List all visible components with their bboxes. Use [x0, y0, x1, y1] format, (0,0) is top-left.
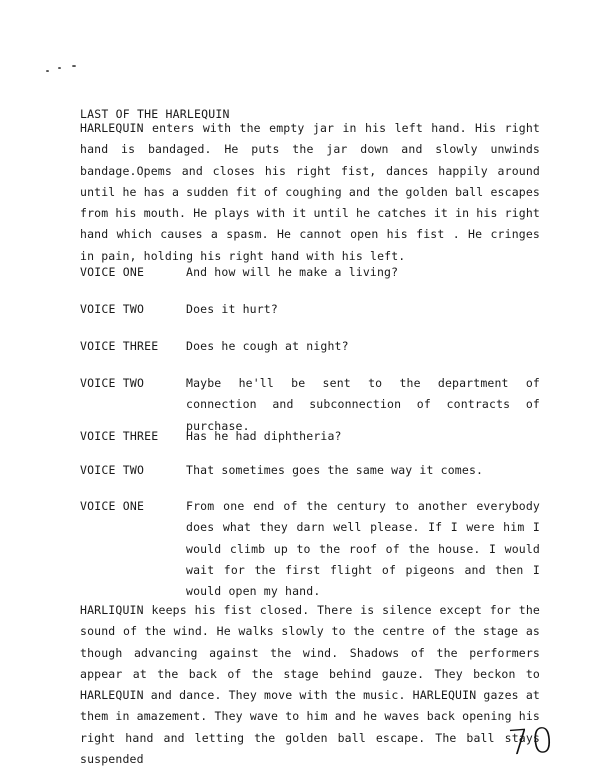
speech-text: And how will he make a living?	[186, 265, 399, 279]
handwritten-page-number: 70	[506, 720, 557, 764]
stage-direction-text: HARLEQUIN enters with the empty jar in his left hand. His right hand is bandaged. He puts the jar down and slowly unwinds bandage.Opems and closes his right fist, dances happily around until he has a sudden fit of coughing and the golden ball escapes from his mouth. He plays with it until he catches it in his right hand which causes a spasm. He cannot open his fist . He cringes in pain, holding his right hand with his left.	[80, 121, 540, 263]
speech-text: Does he cough at night?	[186, 339, 349, 353]
speech-text: From one end of the century to another everybody does what they darn well please. If I were him I would climb up to the roof of the house. I would wait for the first flight of pigeons and then I would open my hand.	[186, 499, 540, 599]
speaker-name: VOICE THREE	[80, 339, 159, 353]
stage-direction-closing	[80, 600, 540, 770]
speaker-name: VOICE TWO	[80, 376, 145, 390]
stage-direction-text: HARLIQUIN keeps his fist closed. There is silence except for the sound of the wind. He walks slowly to the centre of the stage as though advancing against the wind. Shadows of the performers appear at the back of the stage behind gauze. They beckon to HARLEQUIN and dance. They move with the music. HARLEQUIN gazes at them in amazement. They wave to him and he waves back opening his right hand and letting the golden ball escape. The ball stays suspended	[80, 603, 540, 767]
speaker-name: VOICE TWO	[80, 302, 145, 316]
speaker-name: VOICE THREE	[80, 429, 159, 443]
speech-text: Maybe he'll be sent to the department of connection and subconnection of contracts of purchase.	[186, 376, 540, 433]
scan-specks	[44, 62, 84, 76]
scene-title: LAST OF THE HARLEQUIN	[80, 107, 230, 121]
speaker-name: VOICE ONE	[80, 499, 145, 513]
speaker-name: VOICE TWO	[80, 463, 145, 477]
speech-text: That sometimes goes the same way it comes.	[186, 463, 484, 477]
speaker-name: VOICE ONE	[80, 265, 145, 279]
speech-text: Has he had diphtheria?	[186, 429, 342, 443]
speech-text: Does it hurt?	[186, 302, 278, 316]
stage-direction-opening	[80, 118, 540, 267]
